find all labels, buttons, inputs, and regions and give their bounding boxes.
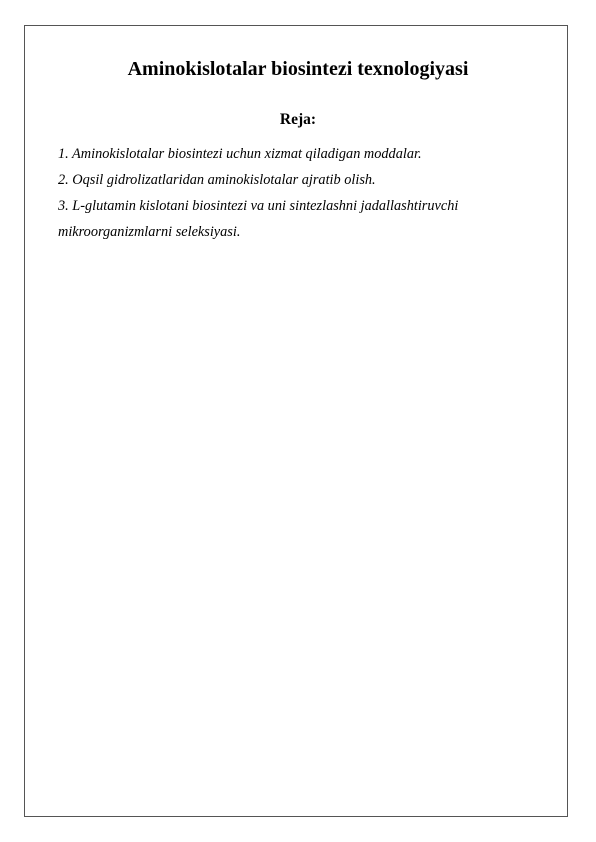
plan-item: 1. Aminokislotalar biosintezi uchun xizmat qiladigan moddalar.: [58, 146, 422, 162]
plan-item: 3. L-glutamin kislotani biosintezi va uni sintezlashni jadallashtiruvchi mikroorganizmlarni seleksiyasi.: [58, 198, 459, 240]
plan-heading: Reja:: [279, 111, 317, 128]
plan-item: 2. Oqsil gidrolizatlaridan aminokislotalar ajratib olish.: [58, 172, 376, 188]
document-title: Aminokislotalar biosintezi texnologiyasi: [127, 58, 469, 80]
plan-list: [58, 141, 548, 245]
